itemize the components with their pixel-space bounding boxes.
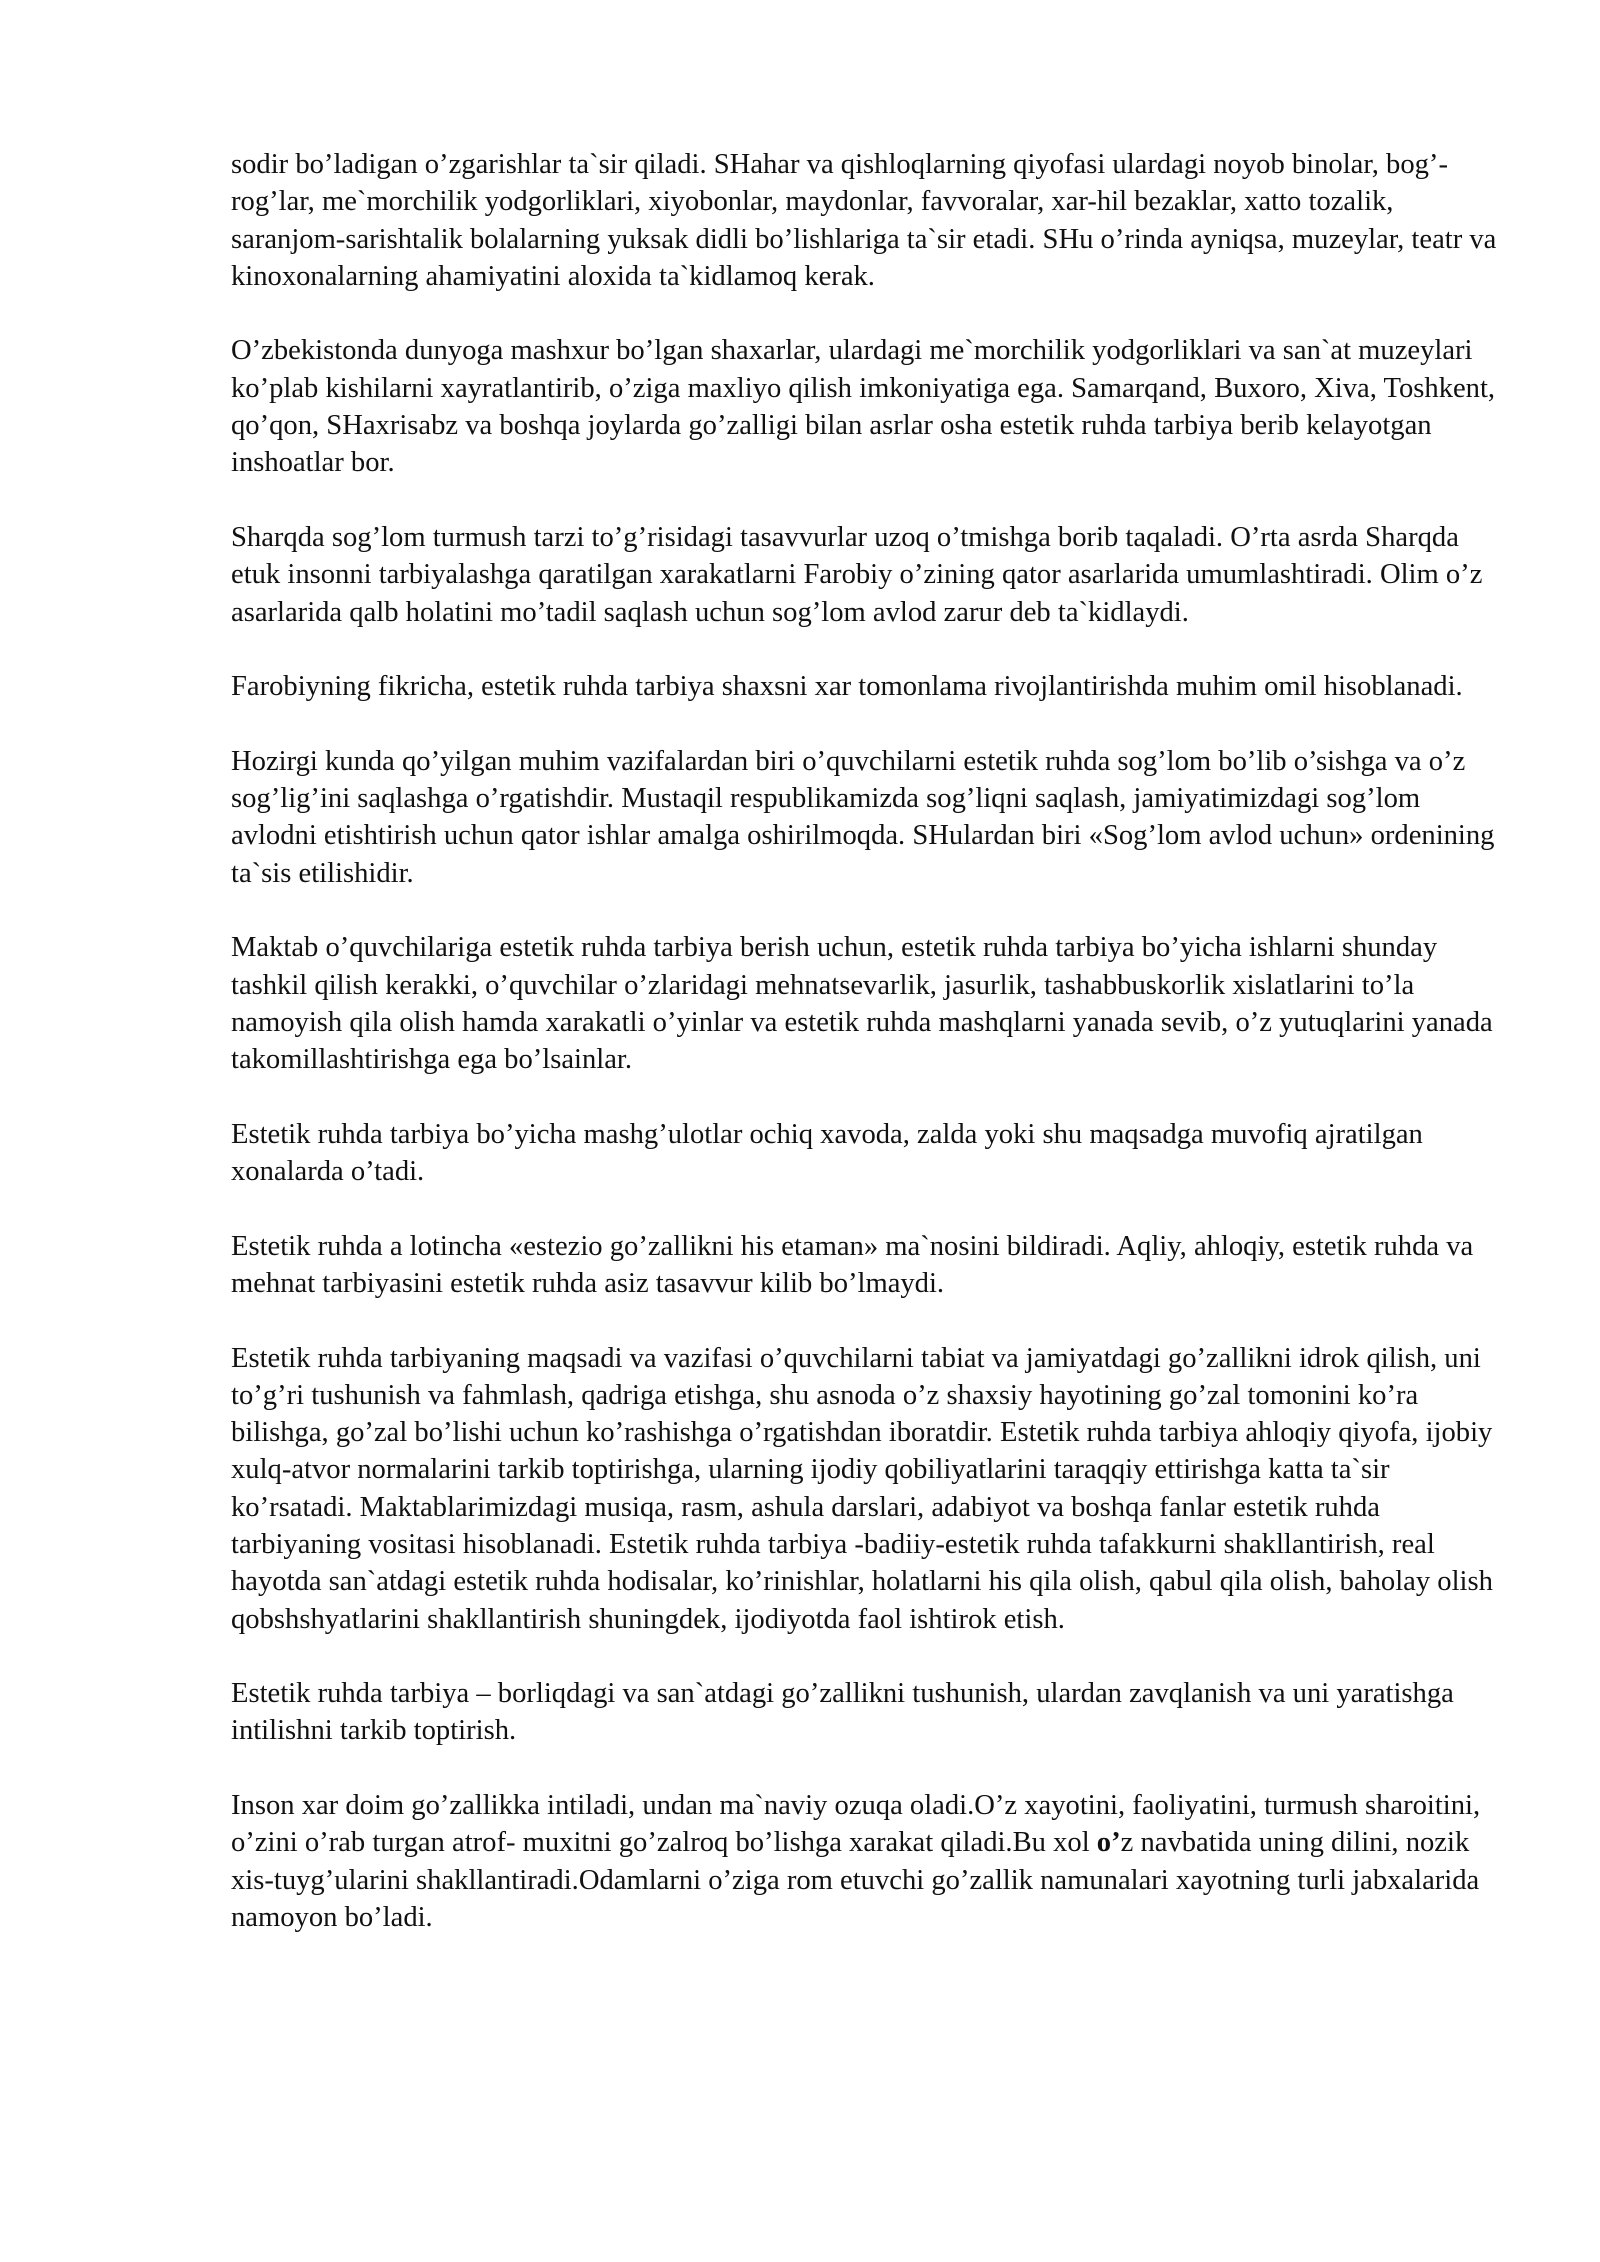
paragraph-7: Estetik ruhda tarbiya bo’yicha mashg’ulotlar ochiq xavoda, zalda yoki shu maqsadga muvofiq ajratilgan xonalarda o’tadi. [231,1118,1423,1188]
paragraph-11-text-end: z navbatida uning dilini, nozik xis-tuyg’ularini shakllantiradi.Odamlarni o’ziga rom etuvchi go’zallik namunalari xayotning turli jabxalarida namoyon bo’ladi. [231,1827,1480,1933]
paragraph-6: Maktab o’quvchilariga estetik ruhda tarbiya berish uchun, estetik ruhda tarbiya bo’yicha ishlarni shunday tashkil qilish kerakki, o’quvchilar o’zlaridagi mehnatsevarlik, jasurlik, tashabbuskorlik xislatlarini to’la namoyish qila olish hamda xarakatli o’yinlar va estetik ruhda mashqlarni yanada sevib, o’z yutuqlarini yanada takomillashtirishga ega bo’lsainlar. [231,932,1493,1076]
paragraph-5: Hozirgi kunda qo’yilgan muhim vazifalardan biri o’quvchilarni estetik ruhda sog’lom bo’lib o’sishga va o’z sog’lig’ini saqlashga o’rgatishdir. Mustaqil respublikamizda sog’liqni saqlash, jamiyatimizdagi sog’lom avlodni etishtirish uchun qator ishlar amalga oshirilmoqda. SHulardan biri «Sog’lom avlod uchun» ordenining ta`sis etilishidir. [231,745,1495,889]
paragraph-8: Estetik ruhda a lotincha «estezio go’zallikni his etaman» ma`nosini bildiradi. Aqliy, ahloqiy, estetik ruhda va mehnat tarbiyasini estetik ruhda asiz tasavvur kilib bo’lmaydi. [231,1230,1474,1299]
paragraph-3: Sharqda sog’lom turmush tarzi to’g’risidagi tasavvurlar uzoq o’tmishga borib taqaladi. O’rta asrda Sharqda etuk insonni tarbiyalashga qaratilgan xarakatlarni Farobiy o’zining qator asarlarida umumlashtiradi. Olim o’z asarlarida qalb holatini mo’tadil saqlash uchun sog’lom avlod zarur deb ta`kidlaydi. [231,521,1483,628]
paragraph-1: sodir bo’ladigan o’zgarishlar ta`sir qiladi. SHahar va qishloqlarning qiyofasi ulardagi noyob binolar, bog’-rog’lar, me`morchilik yodgorliklari, xiyobonlar, maydonlar, favvoralar, xar-hil bezaklar, xatto tozalik, saranjom-sarishtalik bolalarning yuksak didli bo’lishlariga ta`sir etadi. SHu o’rinda ayniqsa, muzeylar, teatr va kinoxonalarning ahamiyatini aloxida ta`kidlamoq kerak. [231,149,1497,292]
paragraph-4: Farobiyning fikricha, estetik ruhda tarbiya shaxsni xar tomonlama rivojlantirishda muhim omil hisoblanadi. [231,671,1463,703]
document-body [231,146,1501,1936]
paragraph-11-bold-text: o’ [1096,1827,1121,1859]
paragraph-2: O’zbekistonda dunyoga mashxur bo’lgan shaxarlar, ulardagi me`morchilik yodgorliklari va san`at muzeylari ko’plab kishilarni xayratlantirib, o’ziga maxliyo qilish imkoniyatiga ega. Samarqand, Buxoro, Xiva, Toshkent, qo’qon, SHaxrisabz va boshqa joylarda go’zalligi bilan asrlar osha estetik ruhda tarbiya berib kelayotgan inshoatlar bor. [231,335,1496,479]
paragraph-11 [231,1787,1501,1936]
paragraph-10: Estetik ruhda tarbiya – borliqdagi va san`atdagi go’zallikni tushunish, ulardan zavqlanish va uni yaratishga intilishni tarkib toptirish. [231,1678,1454,1747]
paragraph-9: Estetik ruhda tarbiyaning maqsadi va vazifasi o’quvchilarni tabiat va jamiyatdagi go’zallikni idrok qilish, uni to’g’ri tushunish va fahmlash, qadriga etishga, shu asnoda o’z shaxsiy hayotining go’zal tomonini ko’ra bilishga, go’zal bo’lishi uchun ko’rashishga o’rgatishdan iboratdir. Estetik ruhda tarbiya ahloqiy qiyofa, ijobiy xulq-atvor normalarini tarkib toptirishga, ularning ijodiy qobiliyatlarini taraqqiy ettirishga katta ta`sir ko’rsatadi. Maktablarimizdagi musiqa, rasm, ashula darslari, adabiyot va boshqa fanlar estetik ruhda tarbiyaning vositasi hisoblanadi. Estetik ruhda tarbiya -badiiy-estetik ruhda tafakkurni shakllantirish, real hayotda san`atdagi estetik ruhda hodisalar, ko’rinishlar, holatlarni his qila olish, qabul qila olish, baholay olish qobshshyatlarini shakllantirish shuningdek, ijodiyotda faol ishtirok etish. [231,1342,1493,1635]
paragraph-11-text-start: Inson xar doim go’zallikka intiladi, undan ma`naviy ozuqa oladi.O’z xayotini, faoliyatini, turmush sharoitini, o’zini o’rab turgan atrof- muxitni go’zalroq bo’lishga xarakat qiladi.Bu xol [231,1790,1481,1859]
